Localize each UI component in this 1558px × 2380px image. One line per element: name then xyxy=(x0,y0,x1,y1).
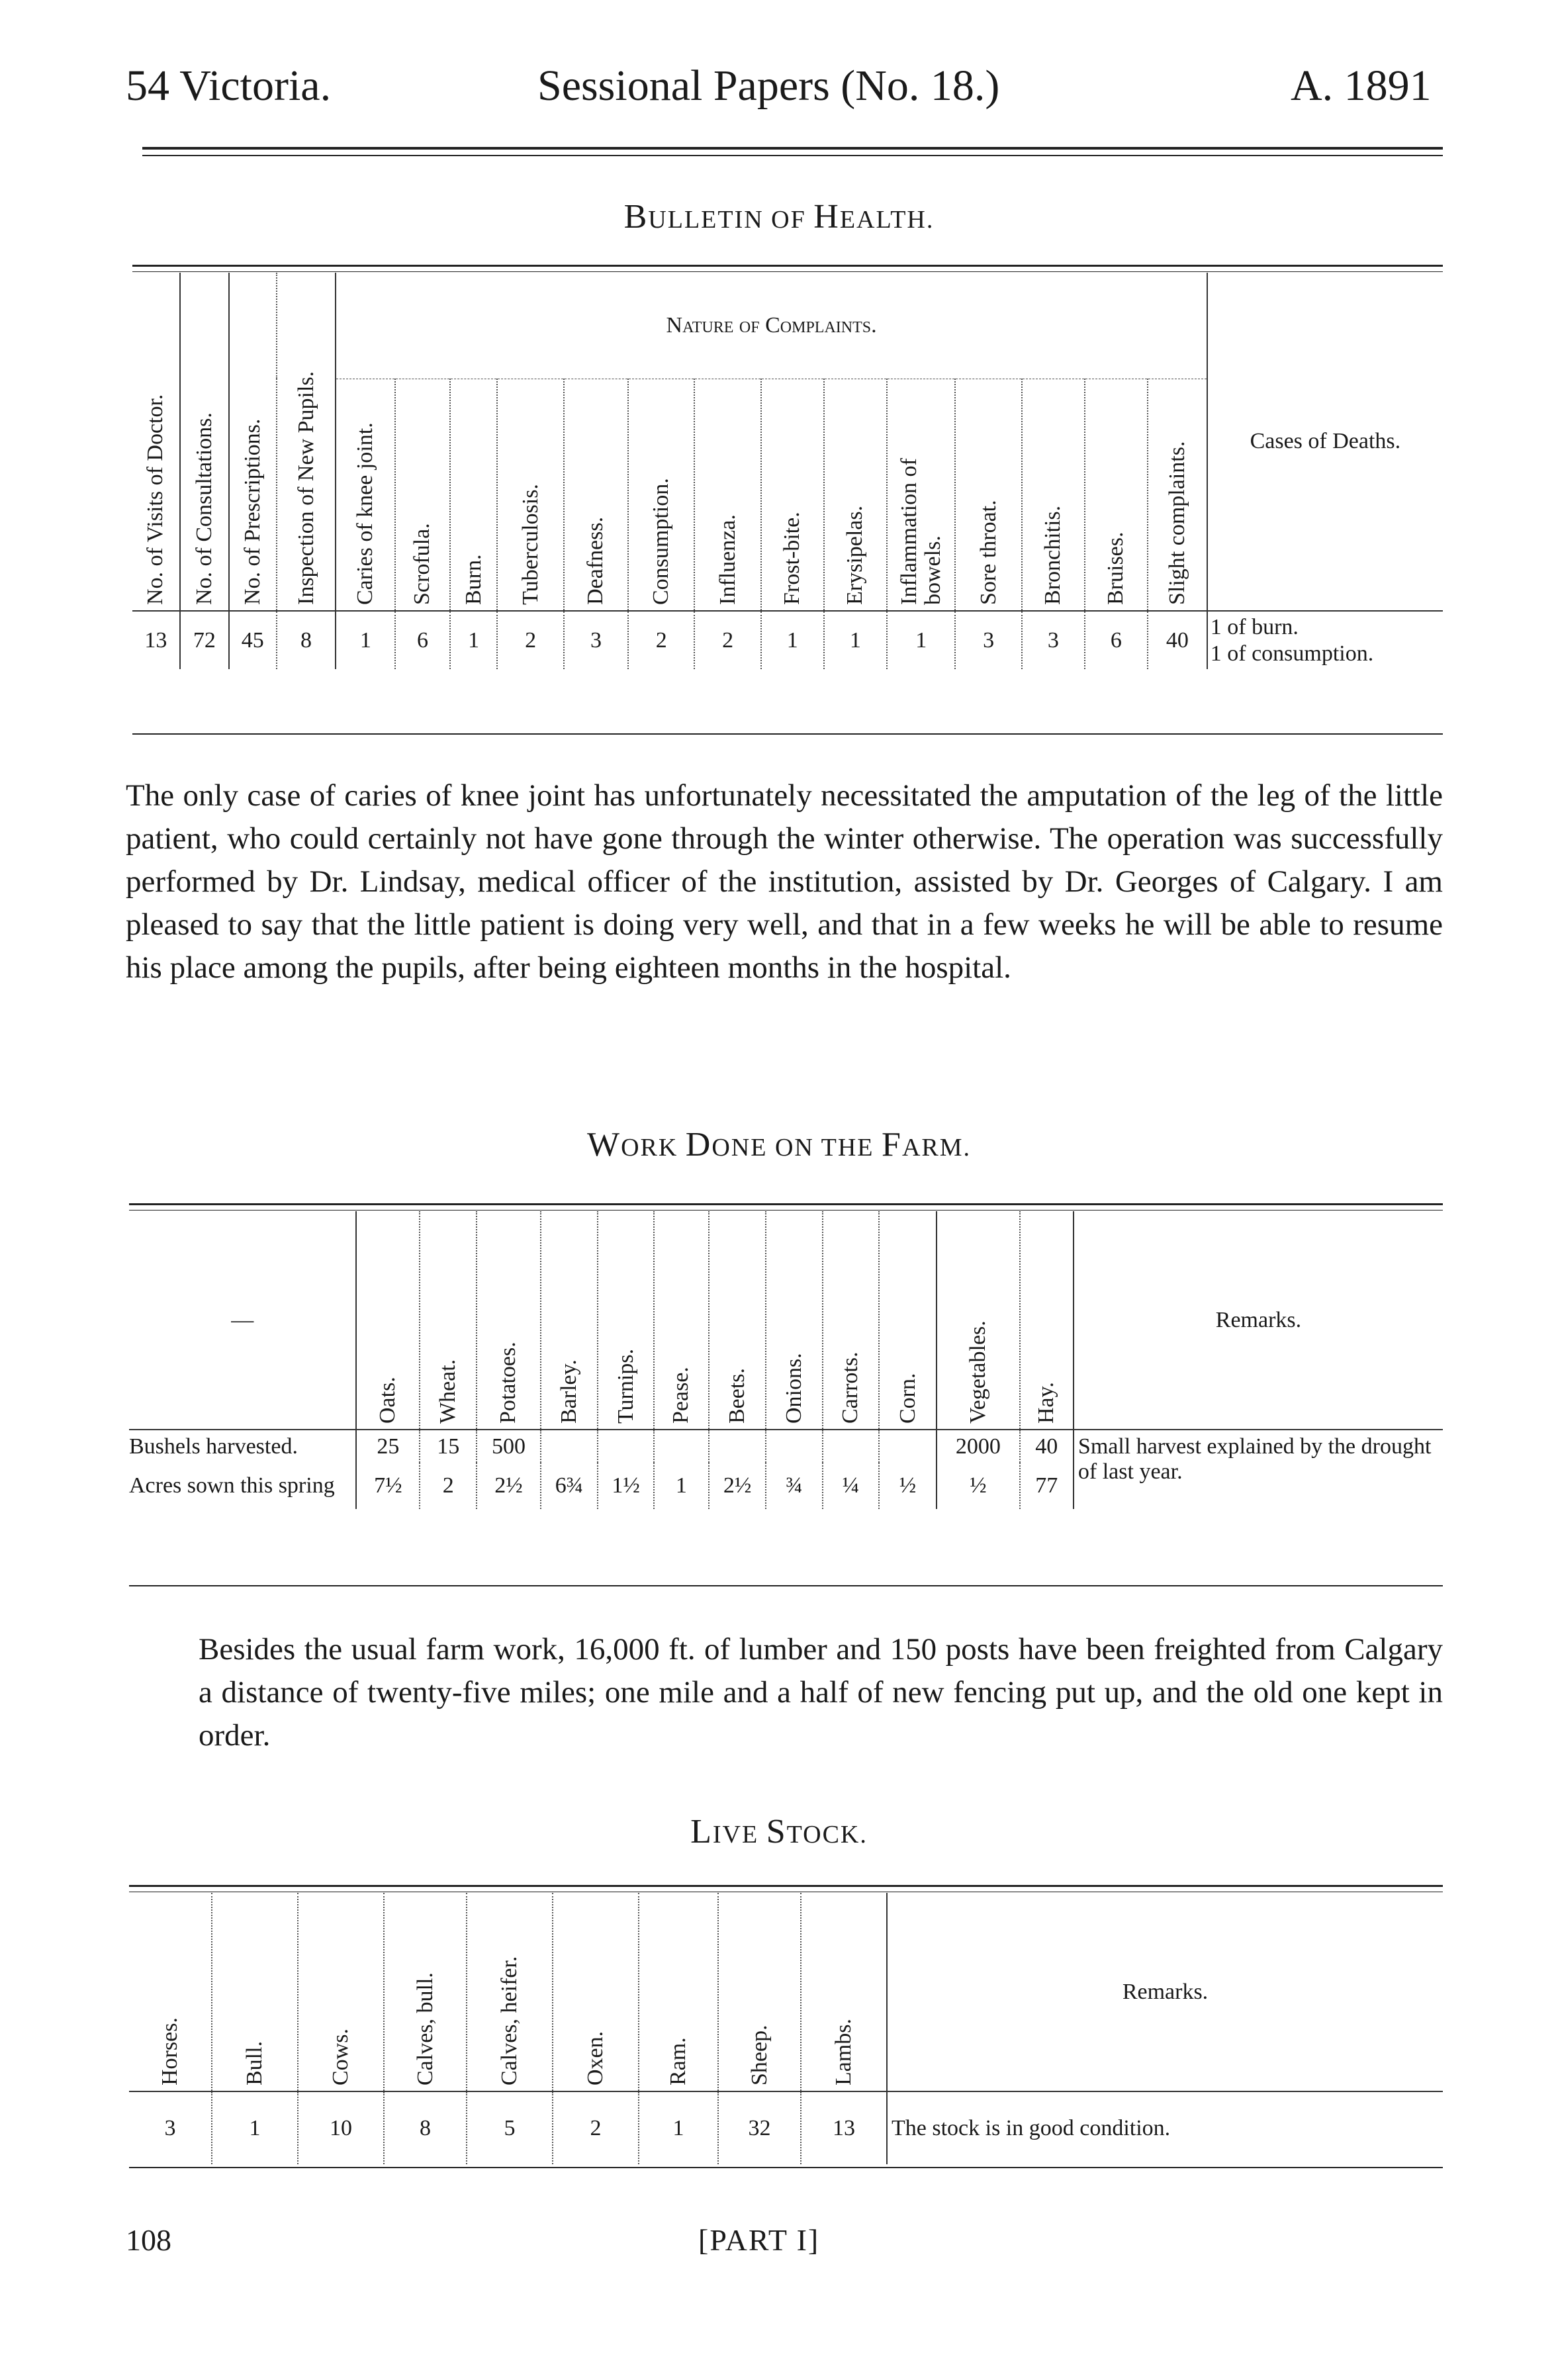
stock-col-calves-bull: Calves, bull. xyxy=(384,1893,467,2091)
farm-col-beets: Beets. xyxy=(709,1211,766,1430)
farm-bottom-rule xyxy=(129,1585,1443,1586)
complaint-caries: Caries of knee joint. xyxy=(336,379,395,611)
value-complaint: 2 xyxy=(694,611,760,669)
farm-bushels-value: 2000 xyxy=(937,1430,1019,1463)
farm-col-corn: Corn. xyxy=(879,1211,937,1430)
farm-col-onions: Onions. xyxy=(766,1211,822,1430)
farm-remarks: Small harvest explained by the drought of last year. xyxy=(1074,1430,1443,1509)
paragraph-lumber: Besides the usual farm work, 16,000 ft. of lumber and 150 posts have been freighted from Calgary a distance of twenty-five miles; one mile and a half of new fencing put up, and the old one kept in order. xyxy=(199,1632,1443,1753)
farm-col-vegetables: Vegetables. xyxy=(937,1211,1019,1430)
value-consultations: 72 xyxy=(180,611,229,669)
stock-value-calves-heifer: 5 xyxy=(467,2091,553,2164)
farm-col-turnips: Turnips. xyxy=(598,1211,654,1430)
farm-bushels-value: 15 xyxy=(420,1430,477,1463)
complaint-burn: Burn. xyxy=(450,379,498,611)
farm-bushels-value xyxy=(823,1430,879,1463)
stock-col-oxen: Oxen. xyxy=(553,1893,639,2091)
header-center: Sessional Papers (No. 18.) xyxy=(537,62,1000,110)
stock-value-horses: 3 xyxy=(164,2115,176,2140)
complaint-bruises: Bruises. xyxy=(1085,379,1148,611)
farm-bushels-value: 25 xyxy=(356,1430,420,1463)
livestock-top-rule xyxy=(129,1885,1443,1887)
complaint-tuberculosis: Tuberculosis. xyxy=(497,379,563,611)
value-complaint: 6 xyxy=(395,611,449,669)
bulletin-table xyxy=(132,273,1443,669)
stock-value-ram: 1 xyxy=(639,2091,718,2164)
header-left: 54 Victoria. xyxy=(126,62,332,110)
farm-acres-value: 6¾ xyxy=(541,1463,598,1509)
farm-row-acres-label: Acres sown this spring xyxy=(129,1473,335,1498)
death-entry: 1 of consumption. xyxy=(1210,641,1374,666)
farm-row-bushels-label: Bushels harvested. xyxy=(129,1434,298,1459)
col-prescriptions: No. of Prescriptions. xyxy=(229,273,277,611)
farm-acres-value: ¾ xyxy=(766,1463,822,1509)
bulletin-top-rule xyxy=(132,265,1443,267)
stock-col-horses: Horses. xyxy=(158,2017,182,2085)
farm-col-barley: Barley. xyxy=(541,1211,598,1430)
farm-bushels-value: 40 xyxy=(1020,1430,1074,1463)
farm-col-pease: Pease. xyxy=(654,1211,709,1430)
farm-acres-value: 2½ xyxy=(477,1463,540,1509)
farm-col-potatoes: Potatoes. xyxy=(477,1211,540,1430)
stock-value-lambs: 13 xyxy=(801,2091,887,2164)
col-inspection: Inspection of New Pupils. xyxy=(277,273,336,611)
header-right: A. 1891 xyxy=(1291,62,1432,110)
value-complaint: 1 xyxy=(761,611,824,669)
value-complaint: 1 xyxy=(824,611,887,669)
value-complaint: 40 xyxy=(1148,611,1207,669)
complaint-slight: Slight complaints. xyxy=(1148,379,1207,611)
complaint-inflammation: Inflammation of bowels. xyxy=(887,379,956,611)
farm-top-rule xyxy=(129,1203,1443,1205)
stock-col-ram: Ram. xyxy=(639,1893,718,2091)
farm-bushels-value xyxy=(879,1430,937,1463)
value-complaint: 1 xyxy=(887,611,956,669)
value-complaint: 2 xyxy=(497,611,563,669)
farm-bushels-value: 500 xyxy=(477,1430,540,1463)
death-entry: 1 of burn. xyxy=(1210,614,1299,639)
stock-col-bull: Bull. xyxy=(212,1893,298,2091)
farm-acres-value: ½ xyxy=(937,1463,1019,1509)
complaint-bronchitis: Bronchitis. xyxy=(1022,379,1085,611)
farm-acres-value: 1 xyxy=(654,1463,709,1509)
header-rule-thick xyxy=(142,147,1443,150)
complaint-sore-throat: Sore throat. xyxy=(955,379,1021,611)
stock-remarks: The stock is in good condition. xyxy=(887,2091,1443,2164)
value-complaint: 2 xyxy=(628,611,694,669)
nature-of-complaints-header: Nature of Complaints. xyxy=(336,273,1207,379)
farm-acres-value: 2 xyxy=(420,1463,477,1509)
farm-bushels-value xyxy=(709,1430,766,1463)
farm-acres-value: 2½ xyxy=(709,1463,766,1509)
value-complaint: 3 xyxy=(564,611,628,669)
farm-acres-value: ½ xyxy=(879,1463,937,1509)
stock-value-calves-bull: 8 xyxy=(384,2091,467,2164)
bulletin-title: BULLETIN OF HEALTH. xyxy=(623,198,935,236)
stock-remarks-header: Remarks. xyxy=(887,1893,1443,2091)
farm-acres-value: 7½ xyxy=(356,1463,420,1509)
farm-dash: — xyxy=(231,1307,254,1332)
complaint-deafness: Deafness. xyxy=(564,379,628,611)
farm-col-carrots: Carrots. xyxy=(823,1211,879,1430)
value-complaint: 6 xyxy=(1085,611,1148,669)
farm-acres-value: 1½ xyxy=(598,1463,654,1509)
cases-of-deaths-header: Cases of Deaths. xyxy=(1207,273,1443,611)
farm-col-wheat: Wheat. xyxy=(420,1211,477,1430)
livestock-title: LIVE STOCK. xyxy=(690,1813,868,1851)
farm-acres-value: ¼ xyxy=(823,1463,879,1509)
complaint-erysipelas: Erysipelas. xyxy=(824,379,887,611)
bulletin-bottom-rule xyxy=(132,733,1443,735)
livestock-bottom-rule xyxy=(129,2167,1443,2168)
value-complaint: 1 xyxy=(450,611,498,669)
stock-value-bull: 1 xyxy=(212,2091,298,2164)
col-consultations: No. of Consultations. xyxy=(180,273,229,611)
livestock-table xyxy=(129,1893,1443,2164)
stock-col-sheep: Sheep. xyxy=(718,1893,801,2091)
stock-value-oxen: 2 xyxy=(553,2091,639,2164)
farm-bushels-value xyxy=(598,1430,654,1463)
complaint-frost-bite: Frost-bite. xyxy=(761,379,824,611)
deaths-cell xyxy=(1207,611,1443,669)
bulletin-top-rule-2 xyxy=(132,271,1443,272)
farm-title: WORK DONE ON THE FARM. xyxy=(586,1126,972,1164)
part-label: [PART I] xyxy=(698,2223,820,2257)
value-complaint: 3 xyxy=(955,611,1021,669)
farm-col-hay: Hay. xyxy=(1020,1211,1074,1430)
header-rule-thin xyxy=(142,155,1443,156)
complaint-influenza: Influenza. xyxy=(694,379,760,611)
farm-col-oats: Oats. xyxy=(356,1211,420,1430)
col-visits: No. of Visits of Doctor. xyxy=(143,394,168,605)
stock-col-calves-heifer: Calves, heifer. xyxy=(467,1893,553,2091)
stock-col-lambs: Lambs. xyxy=(801,1893,887,2091)
value-complaint: 3 xyxy=(1022,611,1085,669)
value-inspection: 8 xyxy=(277,611,336,669)
value-visits: 13 xyxy=(144,627,167,653)
farm-table xyxy=(129,1211,1443,1509)
complaint-scrofula: Scrofula. xyxy=(395,379,449,611)
farm-acres-value: 77 xyxy=(1020,1463,1074,1509)
value-prescriptions: 45 xyxy=(229,611,277,669)
paragraph-amputation: The only case of caries of knee joint has unfortunately necessitated the amputation of the leg of the little patient, who could certainly not have gone through the winter otherwise. The operation was successfully performed by Dr. Lindsay, medical officer of the institution, assisted by Dr. Georges of Calgary. I am pleased to say that the little patient is doing very well, and that in a few weeks he will be able to resume his place among the pupils, after being eighteen months in the hospital. xyxy=(126,778,1443,985)
page-number: 108 xyxy=(126,2223,171,2257)
value-complaint: 1 xyxy=(336,611,395,669)
farm-bushels-value xyxy=(541,1430,598,1463)
stock-col-cows: Cows. xyxy=(298,1893,384,2091)
farm-top-rule-2 xyxy=(129,1210,1443,1211)
stock-value-cows: 10 xyxy=(298,2091,384,2164)
complaint-consumption: Consumption. xyxy=(628,379,694,611)
farm-bushels-value xyxy=(766,1430,822,1463)
farm-bushels-value xyxy=(654,1430,709,1463)
farm-remarks-header: Remarks. xyxy=(1074,1211,1443,1430)
stock-value-sheep: 32 xyxy=(718,2091,801,2164)
